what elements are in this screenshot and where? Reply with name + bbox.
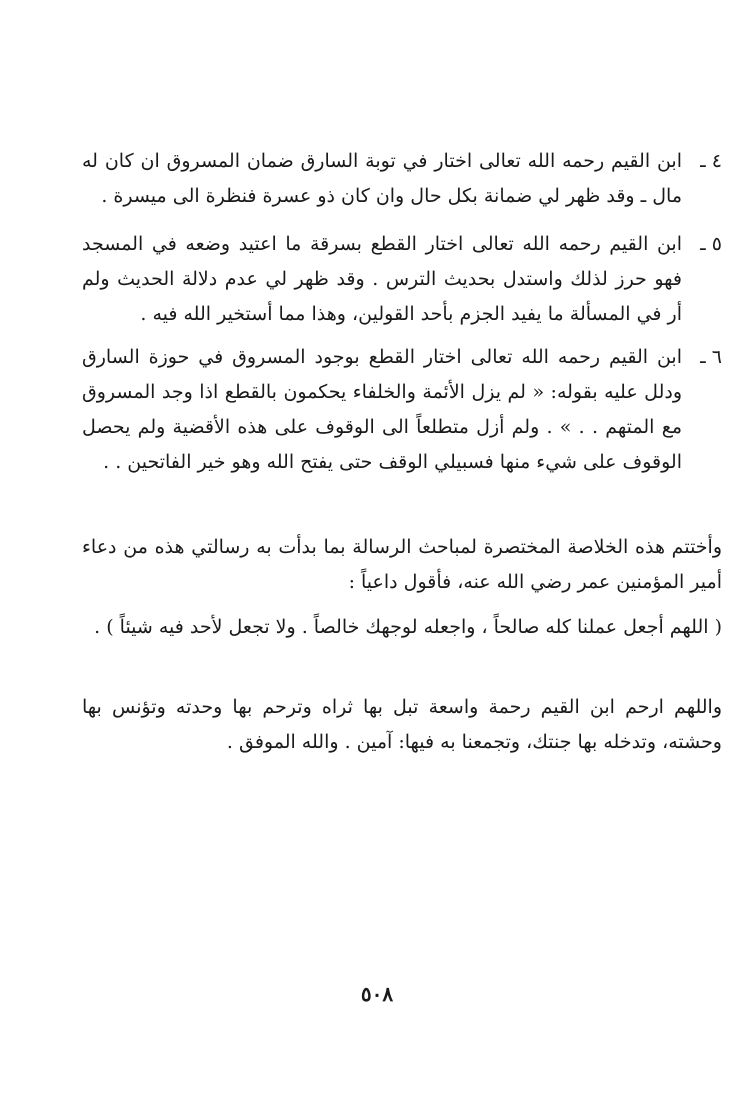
- list-item-row: [82, 340, 722, 480]
- list-item-row: [82, 227, 722, 332]
- item-number: ٥ ـ: [700, 233, 722, 255]
- list-item-row: [82, 144, 722, 214]
- item-text: ابن القيم رحمه الله تعالى اختار القطع بوجود المسروق في حوزة السارق ودلل عليه بقوله: « لم يزل الأئمة والخلفاء يحكمون بالقطع اذا وجد المسروق مع المتهم . . » . ولم أزل متطلعاً الى الوقوف على هذه الأقضية ولم يحصل الوقوف على شيء منها فسبيلي الوقف حتى يفتح الله وهو خير الفاتحين . .: [82, 346, 682, 473]
- item-text: ابن القيم رحمه الله تعالى اختار القطع بسرقة ما اعتيد وضعه في المسجد فهو حرز لذلك واستدل بحديث الترس . وقد ظهر لي عدم دلالة الحديث ولم أر في المسألة ما يفيد الجزم بأحد القولين، وهذا مما أستخير الله فيه .: [82, 233, 682, 325]
- list-item-6: [82, 340, 722, 480]
- list-item-5: [82, 227, 722, 332]
- list-item-4: [82, 144, 722, 214]
- item-number: ٤ ـ: [700, 150, 722, 172]
- prayer-paragraph: ( اللهم أجعل عملنا كله صالحاً ، واجعله لوجهك خالصاً . ولا تجعل لأحد فيه شيئاً ) .: [94, 616, 722, 638]
- page-number: ٥٠٨: [360, 982, 394, 1006]
- closing-paragraph: وأختتم هذه الخلاصة المختصرة لمباحث الرسالة بما بدأت به رسالتي هذه من دعاء أمير المؤمنين عمر رضي الله عنه، فأقول داعياً :: [82, 536, 722, 593]
- item-number: ٦ ـ: [700, 346, 722, 368]
- final-paragraph: واللهم ارحم ابن القيم رحمة واسعة تبل بها ثراه وترحم بها وحدته وتؤنس بها وحشته، وتدخله بها جنتك، وتجمعنا به فيها: آمين . والله الموفق .: [82, 696, 722, 753]
- item-text: ابن القيم رحمه الله تعالى اختار في توبة السارق ضمان المسروق ان كان له مال ـ وقد ظهر لي ضمانة بكل حال وان كان ذو عسرة فنظرة الى ميسرة .: [82, 150, 682, 207]
